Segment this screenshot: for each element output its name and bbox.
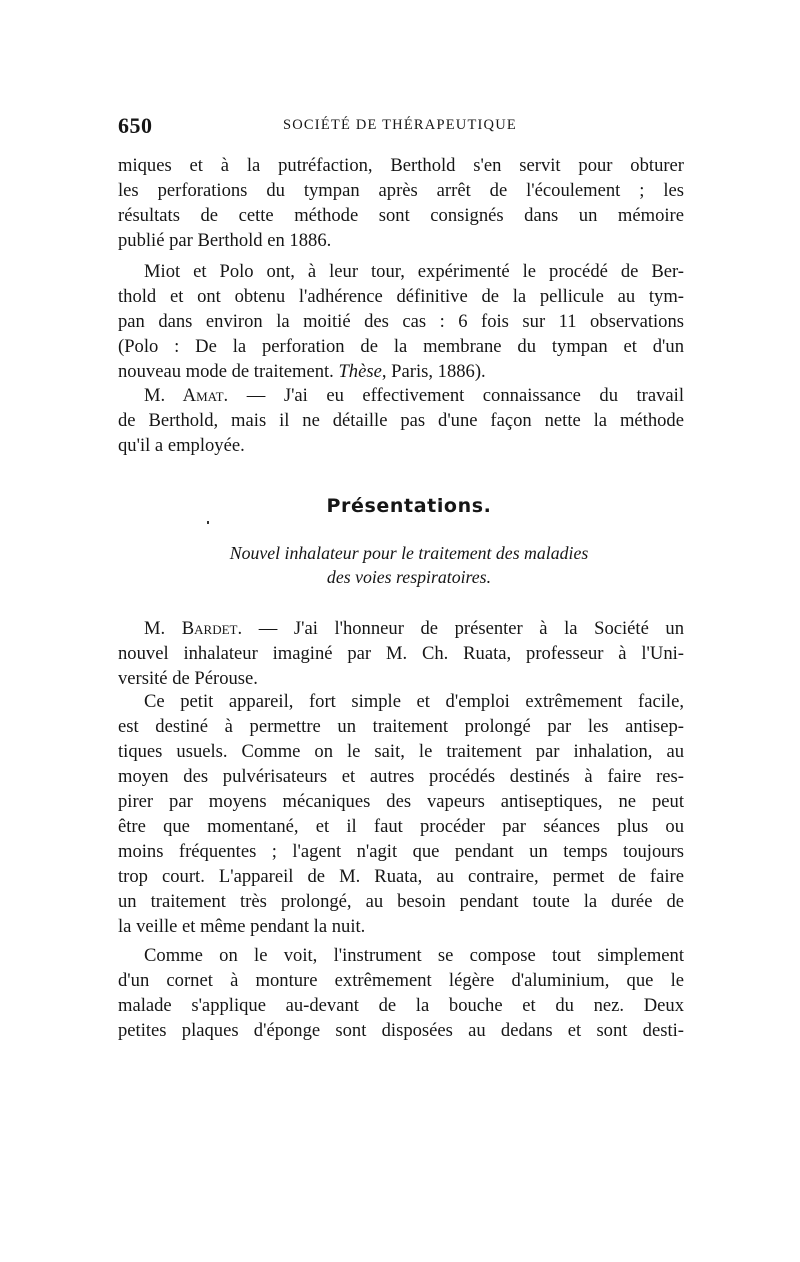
page-header — [118, 113, 684, 141]
text-line: thold et ont obtenu l'adhérence définitive de la pellicule au tym- — [118, 286, 684, 307]
print-speck — [207, 521, 209, 524]
text-line: moyen des pulvérisateurs et autres procédés destinés à faire res- — [118, 766, 684, 787]
text-run: — J'ai l'honneur de présenter à la Société un — [242, 618, 684, 639]
text-line: publié par Berthold en 1886. — [118, 230, 332, 251]
running-title: SOCIÉTÉ DE THÉRAPEUTIQUE — [283, 117, 517, 133]
text-line: malade s'applique au-devant de la bouche et du nez. Deux — [118, 995, 684, 1016]
text-line: qu'il a employée. — [118, 435, 245, 456]
text-run: , Paris, 1886). — [381, 361, 486, 382]
page-number: 650 — [118, 113, 153, 138]
text-line: un traitement très prolongé, au besoin pendant toute la durée de — [118, 891, 684, 912]
text-line — [118, 616, 684, 641]
text-line: (Polo : De la perforation de la membrane du tympan et d'un — [118, 336, 684, 357]
text-line: trop court. L'appareil de M. Ruata, au contraire, permet de faire — [118, 866, 684, 887]
speaker-name: M. Amat. — [144, 385, 229, 406]
text-line: Comme on le voit, l'instrument se compose tout simplement — [144, 945, 684, 966]
text-run: nouveau mode de traitement. — [118, 361, 339, 382]
text-line: résultats de cette méthode sont consignés dans un mémoire — [118, 205, 684, 226]
article-subtitle-line-2: des voies respiratoires. — [326, 567, 492, 587]
text-line: pirer par moyens mécaniques des vapeurs antiseptiques, ne peut — [118, 791, 684, 812]
text-line: Miot et Polo ont, à leur tour, expérimenté le procédé de Ber- — [144, 261, 684, 282]
text-line: nouvel inhalateur imaginé par M. Ch. Ruata, professeur à l'Uni- — [118, 643, 684, 664]
text-line: d'un cornet à monture extrêmement légère d'aluminium, que le — [118, 970, 684, 991]
text-line: la veille et même pendant la nuit. — [118, 916, 366, 937]
text-line: versité de Pérouse. — [118, 668, 258, 689]
text-line: les perforations du tympan après arrêt de l'écoulement ; les — [118, 180, 684, 201]
text-line: être que momentané, et il faut procéder par séances plus ou — [118, 816, 684, 837]
text-line — [118, 359, 684, 384]
text-line: miques et à la putréfaction, Berthold s'en servit pour obturer — [118, 155, 684, 176]
thesis-italic: Thèse — [338, 361, 382, 382]
text-line: pan dans environ la moitié des cas : 6 fois sur 11 observations — [118, 311, 684, 332]
section-heading: Présentations. — [326, 495, 492, 517]
text-line: Ce petit appareil, fort simple et d'emploi extrêmement facile, — [144, 691, 684, 712]
text-line: de Berthold, mais il ne détaille pas d'une façon nette la méthode — [118, 410, 684, 431]
paragraph-miot-polo — [118, 259, 684, 384]
article-subtitle-line-1: Nouvel inhalateur pour le traitement des maladies — [229, 543, 589, 563]
text-run: — J'ai eu effectivement connaissance du travail — [228, 385, 685, 406]
paragraph-instrument — [118, 943, 684, 1043]
speaker-name: M. Bardet. — [144, 618, 243, 639]
text-line: tiques usuels. Comme on le sait, le traitement par inhalation, au — [118, 741, 684, 762]
paragraph-berthold — [118, 153, 684, 253]
text-line: est destiné à permettre un traitement prolongé par les antisep- — [118, 716, 684, 737]
paragraph-amat — [118, 383, 684, 458]
paragraph-bardet — [118, 616, 684, 691]
text-line — [118, 383, 684, 408]
text-line: moins fréquentes ; l'agent n'agit que pendant un temps toujours — [118, 841, 684, 862]
text-line: petites plaques d'éponge sont disposées au dedans et sont desti- — [118, 1020, 684, 1041]
paragraph-appareil — [118, 689, 684, 939]
